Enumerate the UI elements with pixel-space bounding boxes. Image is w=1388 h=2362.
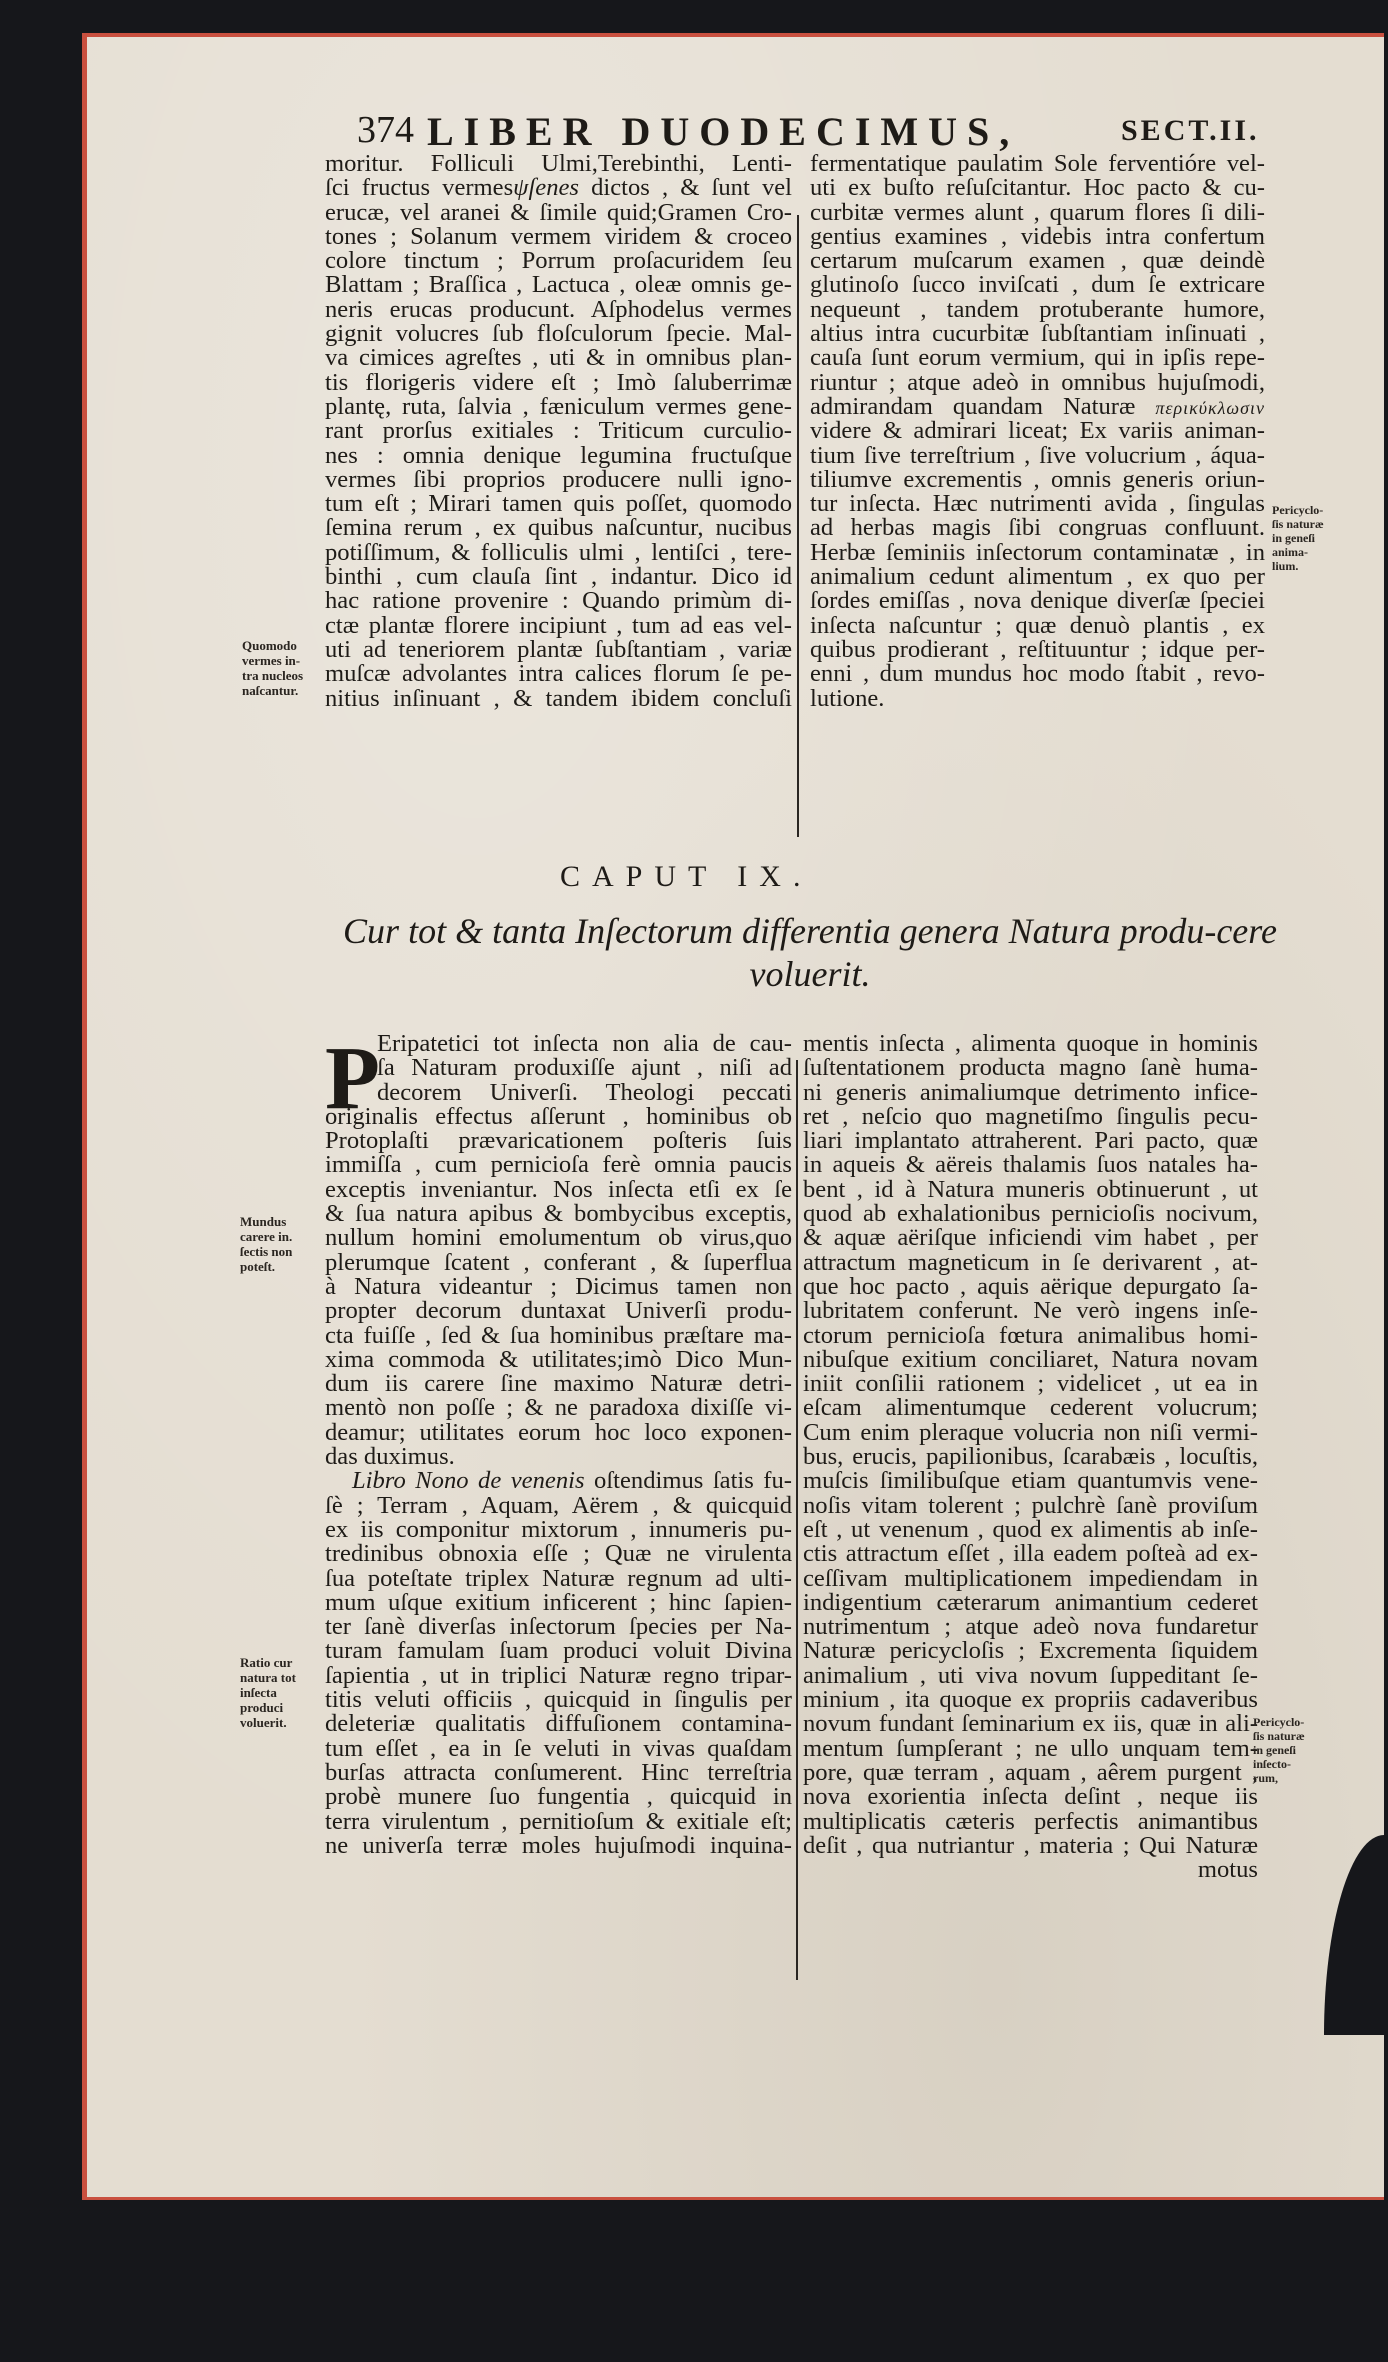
text-line: à Natura videantur ; Dicimus tamen non [325, 1272, 792, 1300]
text-line: uti ex buſto reſuſcitantur. Hoc pacto & cu- [810, 174, 1265, 202]
text-line: Protoplaſti prævaricationem poſteris ſuis [325, 1127, 792, 1155]
text-line: neris erucas producunt. Aſphodelus vermes [325, 295, 792, 323]
drop-cap: P [325, 1029, 380, 1128]
text-line: nes : omnia denique legumina fructuſque [325, 441, 792, 469]
chapter-title: Cur tot & tanta Inſectorum differentia genera Natura produ-cere voluerit. [343, 911, 1277, 994]
text-line: ctorum pernicioſa fœtura animalibus homi- [803, 1321, 1258, 1349]
catchword: motus [1197, 1856, 1258, 1884]
text-line: nullum homini emolumentum ob virus,quo [325, 1224, 792, 1252]
text-line: das duximus. [325, 1443, 455, 1471]
text-line: in aqueis & aëreis thalamis ſuos natales ha- [803, 1151, 1258, 1179]
text-line: & ſua natura apibus & bombycibus exceptis, [325, 1200, 792, 1228]
text-line: terra virulentum , pernitioſum & exitiale eſt; [325, 1807, 792, 1835]
page-number: 374 [357, 109, 414, 151]
column-divider [797, 215, 799, 837]
text-line: multiplicatis cæteris perfectis animantibus [803, 1807, 1258, 1835]
text-line: ne univerſa terræ moles hujuſmodi inquina- [325, 1831, 792, 1859]
text-line: gignit volucres ſub floſculorum ſpecie. Mal- [325, 320, 792, 348]
text-line: tones ; Solanum vermem viridem & croceo [325, 222, 792, 250]
text-span: oſtendimus ſatis fu- [584, 1467, 792, 1495]
text-line: certarum muſcarum examen , quæ deindè [810, 247, 1265, 275]
margin-note [1272, 503, 1324, 573]
text-line: riuntur ; atque adeò in omnibus hujuſmodi, [810, 368, 1265, 396]
text-line: enni , dum mundus hoc modo ſtabit , revo- [810, 660, 1265, 688]
text-span: ſci fructus vermes [325, 174, 514, 202]
text-line: probè munere ſuo fungentia , quicquid in [325, 1783, 792, 1811]
text-line: altius intra cucurbitæ ſubſtantiam inſinuati , [810, 320, 1265, 348]
text-line: ni generis animaliumque detrimento infice- [803, 1078, 1258, 1106]
text-line: exceptis inveniantur. Nos inſecta etſi ex ſe [325, 1175, 792, 1203]
upper-right-column [810, 152, 1265, 711]
text-line: Naturæ pericycloſis ; Excrementa ſiquidem [803, 1637, 1258, 1665]
margin-note-line: inſecta [240, 1685, 277, 1700]
text-line: quod ab exhalationibus pernicioſis nocivum, [803, 1200, 1258, 1228]
text-line: lutione. [810, 684, 885, 712]
text-line: indigentium cæterarum animantium cederet [803, 1588, 1258, 1616]
text-line: rant prorſus exitiales : Triticum curculio- [325, 417, 792, 445]
text-line: hac ratione provenire : Quando primùm di- [325, 587, 792, 615]
text-line: burſas attracta conſumerent. Hinc terreſtria [325, 1758, 792, 1786]
text-line: tum eſſet , ea in ſe veluti in vivas quaſdam [325, 1734, 792, 1762]
text-line: colore tinctum ; Porrum proſacuridem ſeu [325, 247, 792, 275]
text-line: uti ad teneriorem plantæ ſubſtantiam , variæ [325, 635, 792, 663]
running-title: LIBER DUODECIMUS, [427, 109, 1020, 154]
margin-note-line: rum, [1253, 1771, 1278, 1785]
text-line: tur inſecta. Hæc nutrimenti avida , ſingulas [810, 490, 1265, 518]
text-line: animalium , uti viva novum ſuppeditant ſe- [803, 1661, 1258, 1689]
margin-note-line: Quomodo [242, 638, 297, 653]
text-line: novum fundant ſeminarium ex iis, quæ in ali- [803, 1710, 1258, 1738]
margin-note-line: in geneſi [1272, 531, 1316, 545]
text-line: mentò non poſſe ; & ne paradoxa dixiſſe vi- [325, 1394, 792, 1422]
margin-note-line: lium. [1272, 559, 1299, 573]
margin-note-line: naſcantur. [242, 683, 299, 698]
text-line: fermentatique paulatim Sole ferventióre vel- [810, 150, 1265, 177]
text-line: eſt , ut venenum , quod ex alimentis ab inſe- [803, 1515, 1258, 1543]
text-line: tis florigeris videre eſt ; Imò ſaluberrimæ [325, 368, 792, 396]
book-reference: Libro Nono de venenis [352, 1467, 585, 1495]
text-line: dum iis carere ſine maximo Naturæ detri- [325, 1370, 792, 1398]
text-line: ter ſanè diverſas inſectorum ſpecies per Na- [325, 1613, 792, 1641]
text-line: deleteriæ qualitatis diffuſionem contamina- [325, 1710, 792, 1738]
column-divider [796, 1060, 798, 1980]
text-line: immiſſa , cum pernicioſa ferè omnia paucis [325, 1151, 792, 1179]
margin-note-line: poteſt. [240, 1259, 276, 1274]
text-line: mentum ſumpſerant ; ne ullo unquam tem- [803, 1734, 1258, 1762]
text-line: liari implantato attraherent. Pari pacto, quæ [803, 1127, 1258, 1155]
text-line: ſordes emiſſas , nova denique diverſæ ſpeciei [810, 587, 1265, 615]
margin-note-line: in geneſi [1253, 1743, 1297, 1757]
text-line: nova exorientia inſecta deſint , neque iis [803, 1783, 1258, 1811]
text-line [810, 392, 1265, 420]
text-line: tredinibus obnoxia eſſe ; Quæ ne virulenta [325, 1540, 792, 1568]
text-line: ctæ plantæ florere incipiunt , tum ad eas vel- [325, 611, 792, 639]
text-line: titis veluti officiis , quicquid in ſingulis per [325, 1686, 792, 1714]
margin-note [242, 638, 303, 698]
page-corner-shadow [1324, 1835, 1384, 2035]
text-line: curbitæ vermes alunt , quarum flores ſi dili- [810, 198, 1265, 226]
text-line: Blattam ; Braſſica , Lactuca , oleæ omnis ge- [325, 271, 792, 299]
margin-note-line: carere in. [240, 1229, 293, 1244]
text-line: propter decorum duntaxat Univerſi produ- [325, 1297, 792, 1325]
text-line: animalium cedunt alimentum , ex quo per [810, 563, 1265, 591]
text-line: minium , ita quoque ex propriis cadaveribus [803, 1686, 1258, 1714]
text-line: turam famulam ſuam produci voluit Divina [325, 1637, 792, 1665]
text-line: ad herbas magis ſibi congruas confluunt. [810, 514, 1265, 542]
margin-note-line: ſis naturæ [1253, 1729, 1305, 1743]
text-line: tiliumve excrementis , omnis generis oriun- [810, 465, 1265, 493]
text-line: muſcis ſimilibuſque etiam quantumvis vene- [803, 1467, 1258, 1495]
running-header [357, 108, 1277, 156]
text-line: originalis effectus aſſerunt , hominibus ob [325, 1102, 792, 1130]
margin-note-line: tra nucleos [242, 668, 304, 683]
text-line: tium ſive terreſtrium , ſive volucrium , áqua- [810, 441, 1265, 469]
section-label: SECT.II. [1121, 114, 1260, 147]
text-line: ſemina rerum , ex quibus naſcuntur, nucibus [325, 514, 792, 542]
text-line: ret , neſcio quo magnetiſmo ſingulis pecu- [803, 1102, 1258, 1130]
text-line: Herbæ ſeminiis inſectorum contaminatæ , in [810, 538, 1265, 566]
text-span: dictos , & ſunt vel [578, 174, 792, 202]
text-line: Cum enim pleraque volucria non niſi vermi- [803, 1418, 1258, 1446]
text-line: potiſſimum, & folliculis ulmi , lentiſci , tere- [325, 538, 792, 566]
italic-term: ψſenes [513, 174, 579, 202]
text-span: admirandam quandam Naturæ [810, 392, 1136, 420]
margin-note-line: ſis naturæ [1272, 517, 1324, 531]
margin-note-line: Pericyclo- [1272, 503, 1324, 517]
text-line: ex iis componitur mixtorum , innumeris pu- [325, 1515, 792, 1543]
margin-note-line: Mundus [240, 1214, 287, 1229]
margin-note-line: Ratio cur [240, 1655, 293, 1670]
text-line: gentius examines , videbis intra confertum [810, 222, 1265, 250]
text-line: nitius inſinuant , & tandem ibidem concluſi [325, 684, 792, 712]
text-line: Eripatetici tot inſecta non alia de cau- [377, 1030, 792, 1057]
text-line: noſis vitam tolerent ; pulchrè ſanè proviſum [803, 1491, 1258, 1519]
margin-note-line: natura tot [240, 1670, 296, 1685]
text-line: iniit conſilii rationem ; videlicet , ut ea in [803, 1370, 1258, 1398]
text-line: bent , id à Natura muneris obtinuerunt , ut [803, 1175, 1258, 1203]
margin-note [240, 1214, 292, 1274]
text-line: tum eſt ; Mirari tamen quis poſſet, quomodo [325, 490, 792, 518]
text-line: videre & admirari liceat; Ex variis animan- [810, 417, 1265, 445]
text-line: glutinoſo ſucco inviſcati , dum ſe extricare [810, 271, 1265, 299]
text-line: nutrimentum ; atque adeò nova fundaretur [803, 1613, 1258, 1641]
upper-left-column [325, 152, 792, 711]
text-line: ſuſtentationem producta magno ſanè huma- [803, 1054, 1258, 1082]
text-line: & aquæ aëriſque inficiendi vim habet , per [803, 1224, 1258, 1252]
margin-note-line: anima- [1272, 545, 1308, 559]
text-line: lubritatem conferunt. Ne verò ingens inſe- [803, 1297, 1258, 1325]
text-line: binthi , cum clauſa ſint , indantur. Dico id [325, 563, 792, 591]
text-line: va cimices agreſtes , uti & in omnibus plan- [325, 344, 792, 372]
margin-note-line: ſectis non [240, 1244, 293, 1259]
greek-term: περικύκλωσιν [1155, 397, 1265, 418]
text-line: nequeunt , tandem protuberante humore, [810, 295, 1265, 323]
text-line: cta fuiſſe , ſed & ſua hominibus præſtare ma- [325, 1321, 792, 1349]
text-line: pore, quæ terram , aquam , aêrem purgent , [803, 1758, 1258, 1786]
text-line: ceſſivam multiplicationem impediendam in [803, 1564, 1258, 1592]
margin-note-line: inſecto- [1253, 1757, 1291, 1771]
text-line: deſit , qua nutriantur , materia ; Qui Naturæ [803, 1831, 1258, 1859]
text-line: quibus prodierant , reſtituuntur ; idque per- [810, 635, 1265, 663]
lower-left-column [325, 1029, 792, 1859]
text-line: attractum magneticum in ſe derivarent , at- [803, 1248, 1258, 1276]
margin-note-line: produci [240, 1700, 284, 1715]
text-line: ſapientia , ut in triplici Naturæ regno tripar- [325, 1661, 792, 1689]
text-line: bus, erucis, papilionibus, ſcarabæis , locuſtis, [803, 1443, 1258, 1471]
text-line: moritur. Folliculi Ulmi,Terebinthi, Lenti- [325, 150, 792, 177]
text-line: plantę, ruta, ſalvia , fæniculum vermes gene- [325, 392, 792, 420]
text-line [325, 1469, 792, 1493]
text-line: ctis attractum eſſet , illa eadem poſteà ad ex- [803, 1540, 1258, 1568]
text-line: mum uſque exitium inficerent ; hinc ſapien- [325, 1588, 792, 1616]
text-line: ſa Naturam produxiſſe ajunt , niſi ad [377, 1054, 792, 1082]
text-line: eſcam alimentumque cederent volucrum; [803, 1394, 1258, 1422]
margin-note [1253, 1715, 1305, 1785]
margin-note [240, 1655, 296, 1730]
text-line: muſcæ advolantes intra calices florum ſe pe- [325, 660, 792, 688]
text-line: mentis inſecta , alimenta quoque in hominis [803, 1030, 1258, 1057]
text-line: ſè ; Terram , Aquam, Aërem , & quicquid [325, 1491, 792, 1519]
text-line: plerumque ſcatent , conferant , & ſuperflua [325, 1248, 792, 1276]
text-line: cauſa ſunt eorum vermium, qui in ipſis repe- [810, 344, 1265, 372]
margin-note-line: vermes in- [242, 653, 301, 668]
text-line [325, 176, 792, 200]
text-line: erucæ, vel aranei & ſimile quid;Gramen Cro- [325, 198, 792, 226]
text-line: decorem Univerſi. Theologi peccati [377, 1078, 792, 1106]
margin-note-line: voluerit. [240, 1715, 287, 1730]
text-line: que hoc pacto , aquis aërique depurgato ſa- [803, 1272, 1258, 1300]
margin-note-line: Pericyclo- [1253, 1715, 1305, 1729]
text-line: inſecta naſcuntur ; quæ denuò plantis , ex [810, 611, 1265, 639]
chapter-label: CAPUT IX. [560, 860, 813, 893]
text-line: nibuſque exitium conciliaret, Natura novam [803, 1345, 1258, 1373]
text-line: ſua poteſtate triplex Naturæ regnum ad ulti- [325, 1564, 792, 1592]
lower-right-column [803, 1032, 1258, 1882]
text-line: deamur; utilitates eorum hoc loco exponen- [325, 1418, 792, 1446]
text-line: xima commoda & utilitates;imò Dico Mun- [325, 1345, 792, 1373]
text-line: vermes ſibi proprios producere nulli igno- [325, 465, 792, 493]
